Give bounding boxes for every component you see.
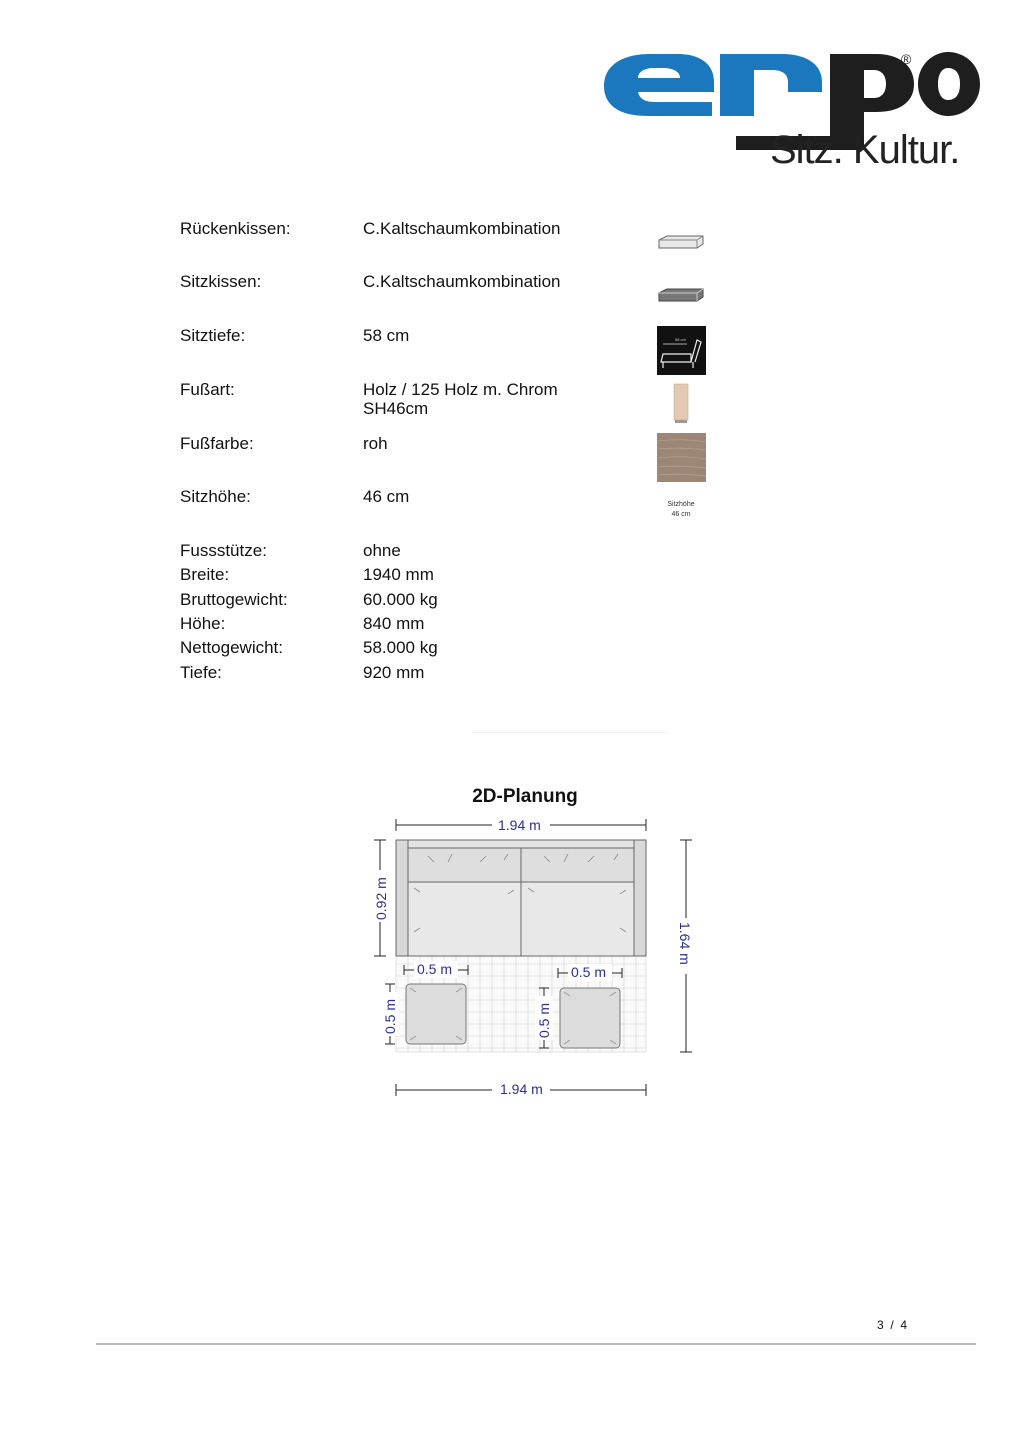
spec-label: Sitzhöhe:: [180, 487, 251, 506]
spec-label: Breite:: [180, 565, 230, 584]
spec-label: Nettogewicht:: [180, 638, 283, 657]
spec-value: 1940 mm: [363, 565, 434, 584]
dim-stool1-width: 0.5 m: [417, 961, 453, 977]
spec-label: Höhe:: [180, 614, 226, 633]
spec-label: Fussstütze:: [180, 541, 267, 560]
wood-color-swatch: [657, 433, 706, 482]
spec-value: 46 cm: [363, 487, 410, 506]
spec-label: Fußart:: [180, 380, 235, 399]
dim-sofa-depth: 0.92 m: [373, 877, 389, 920]
dim-stool2-depth: 0.5 m: [536, 1002, 552, 1038]
seat-cushion-icon: [657, 285, 707, 305]
page-current: 3: [877, 1318, 884, 1332]
spec-value: Holz / 125 Holz m. Chrom: [363, 380, 558, 399]
divider: [472, 732, 668, 733]
logo-tagline: Sitz. Kultur.: [770, 128, 960, 172]
dim-total-depth: 1.64 m: [677, 922, 693, 965]
page-number: [877, 1318, 907, 1332]
planning-title: 2D-Planung: [472, 786, 578, 807]
dim-width-top: 1.94 m: [498, 817, 541, 833]
spec-value: 840 mm: [363, 614, 425, 633]
spec-value: roh: [363, 434, 388, 453]
spec-label: Sitzkissen:: [180, 272, 262, 291]
spec-label: Tiefe:: [180, 663, 222, 682]
spec-label: Fußfarbe:: [180, 434, 254, 453]
spec-value: 58.000 kg: [363, 638, 438, 657]
sofa-top-view: [396, 840, 646, 956]
seat-depth-icon-label: 58 cm: [675, 337, 686, 342]
dim-width-bottom: 1.94 m: [500, 1081, 543, 1097]
stool-right: [560, 988, 620, 1048]
dim-stool1-depth: 0.5 m: [382, 998, 398, 1034]
spec-label: Sitztiefe:: [180, 326, 246, 345]
back-cushion-icon: [657, 232, 707, 252]
dim-stool2-width: 0.5 m: [571, 964, 607, 980]
spec-value: 60.000 kg: [363, 590, 438, 609]
spec-value: 920 mm: [363, 663, 425, 682]
spec-value: C.Kaltschaumkombination: [363, 219, 561, 238]
seat-height-caption-value: 46 cm: [671, 511, 691, 518]
spec-value-line2: SH46cm: [363, 399, 429, 418]
footer-divider: [96, 1343, 976, 1345]
stool-left: [406, 984, 466, 1044]
page-separator: /: [890, 1318, 894, 1332]
floor-plan-2d: [368, 812, 698, 1112]
seat-height-caption: [650, 500, 712, 520]
seat-height-caption-title: Sitzhöhe: [667, 501, 695, 508]
spec-value: ohne: [363, 541, 401, 560]
registered-mark: ®: [901, 51, 912, 67]
spec-label: Rückenkissen:: [180, 219, 291, 238]
spec-value: C.Kaltschaumkombination: [363, 272, 561, 291]
page-total: 4: [900, 1318, 908, 1332]
spec-label: Bruttogewicht:: [180, 590, 288, 609]
spec-value: 58 cm: [363, 326, 410, 345]
seat-depth-icon: [657, 326, 706, 375]
wooden-leg-icon: [657, 382, 706, 426]
